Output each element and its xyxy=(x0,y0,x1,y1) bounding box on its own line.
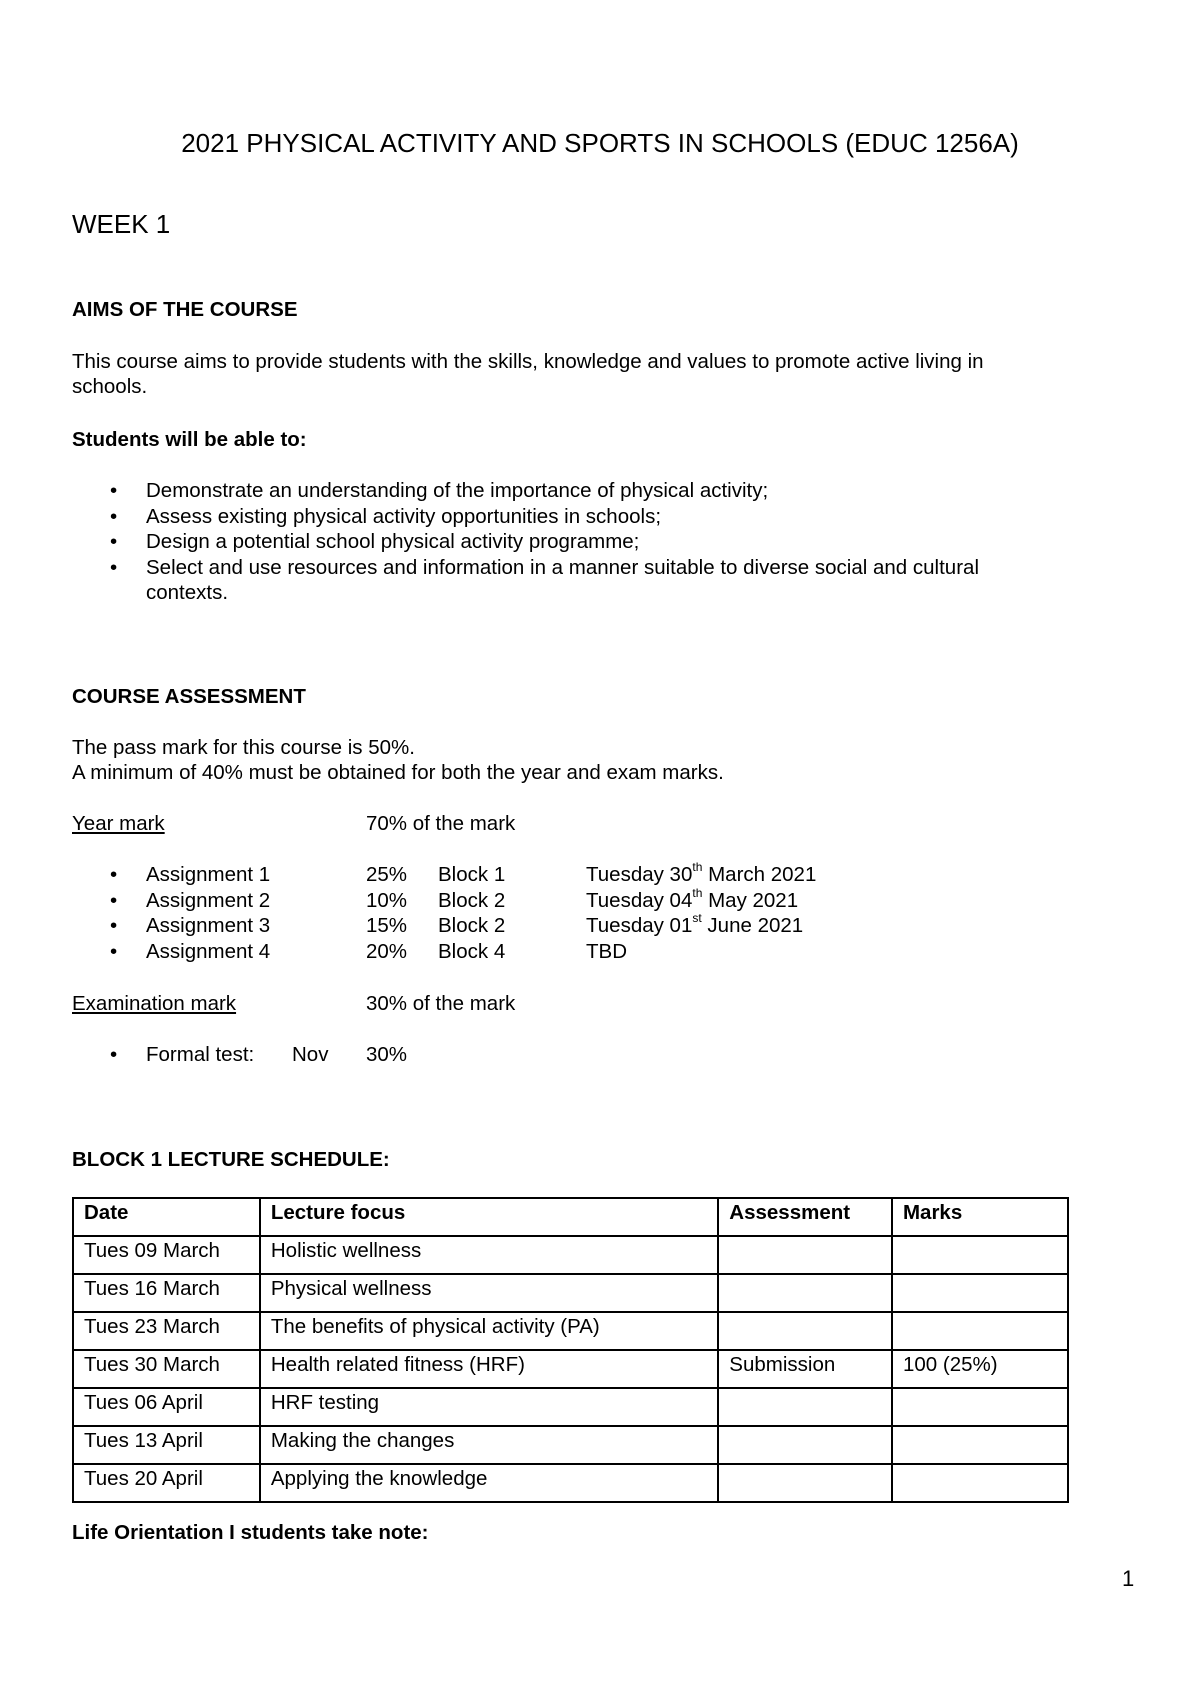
bullet-icon: • xyxy=(110,555,118,579)
cell-marks xyxy=(892,1312,1068,1350)
document-title: 2021 PHYSICAL ACTIVITY AND SPORTS IN SCHOOLS (EDUC 1256A) xyxy=(181,128,1019,158)
table-row xyxy=(73,1388,1068,1426)
column-header-marks: Marks xyxy=(892,1198,1068,1236)
pass-mark-text: The pass mark for this course is 50%. xyxy=(72,736,415,759)
cell-assessment xyxy=(718,1312,892,1350)
cell-date: Tues 09 March xyxy=(73,1236,260,1274)
list-item: • Assess existing physical activity opportunities in schools; xyxy=(110,504,662,528)
cell-assessment xyxy=(718,1236,892,1274)
students-heading: Students will be able to: xyxy=(72,428,307,451)
table-row xyxy=(73,1426,1068,1464)
table-row xyxy=(73,1274,1068,1312)
learning-outcomes-list xyxy=(72,478,1072,606)
bullet-icon: • xyxy=(110,863,118,886)
assignment-row xyxy=(72,885,972,914)
assignment-name: Assignment 4 xyxy=(146,939,271,963)
assignment-weight: 20% xyxy=(366,939,408,963)
bullet-icon: • xyxy=(110,939,118,963)
assignment-row xyxy=(72,913,972,939)
table-header-row xyxy=(73,1198,1068,1236)
column-header-assessment: Assessment xyxy=(718,1198,892,1236)
exam-mark-label: Examination mark xyxy=(72,992,237,1015)
bullet-icon: • xyxy=(110,914,118,937)
assignment-weight: 15% xyxy=(366,914,408,937)
cell-marks xyxy=(892,1274,1068,1312)
cell-marks xyxy=(892,1464,1068,1502)
table-row xyxy=(73,1312,1068,1350)
cell-marks xyxy=(892,1388,1068,1426)
assignment-date: Tuesday 01st June 2021 xyxy=(586,911,804,937)
assignment-block: Block 2 xyxy=(438,888,506,912)
assignment-name: Assignment 1 xyxy=(146,863,271,886)
list-item: • Demonstrate an understanding of the importance of physical activity; xyxy=(110,479,769,502)
cell-marks xyxy=(892,1236,1068,1274)
assignment-block: Block 1 xyxy=(438,863,506,886)
minimum-mark-text: A minimum of 40% must be obtained for both the year and exam marks. xyxy=(72,761,724,784)
bullet-icon: • xyxy=(110,504,118,528)
cell-marks xyxy=(892,1426,1068,1464)
assessment-heading: COURSE ASSESSMENT xyxy=(72,685,306,708)
week-title: WEEK 1 xyxy=(72,209,171,239)
list-item: • Design a potential school physical activity programme; xyxy=(110,530,640,553)
aims-intro-line-2: schools. xyxy=(72,375,148,398)
cell-date: Tues 30 March xyxy=(73,1350,260,1388)
exam-mark-value: 30% of the mark xyxy=(366,992,516,1015)
formal-test-row xyxy=(72,1042,972,1068)
assignment-weight: 10% xyxy=(366,888,408,912)
cell-assessment xyxy=(718,1388,892,1426)
year-mark-value: 70% of the mark xyxy=(366,812,516,835)
cell-lecture-focus: Physical wellness xyxy=(260,1274,718,1312)
lecture-schedule-table xyxy=(72,1197,1069,1503)
year-mark-label: Year mark xyxy=(72,812,165,835)
cell-lecture-focus: The benefits of physical activity (PA) xyxy=(260,1312,718,1350)
page-number: 1 xyxy=(1122,1566,1135,1591)
assignment-name: Assignment 3 xyxy=(146,914,271,937)
bullet-icon: • xyxy=(110,1043,118,1066)
cell-date: Tues 16 March xyxy=(73,1274,260,1312)
cell-date: Tues 20 April xyxy=(73,1464,260,1502)
cell-assessment xyxy=(718,1274,892,1312)
cell-assessment xyxy=(718,1426,892,1464)
cell-lecture-focus: Making the changes xyxy=(260,1426,718,1464)
assignment-date: Tuesday 04th May 2021 xyxy=(586,885,799,912)
aims-heading: AIMS OF THE COURSE xyxy=(72,298,298,321)
cell-assessment xyxy=(718,1464,892,1502)
assignment-date: Tuesday 30th March 2021 xyxy=(586,860,817,886)
cell-date: Tues 06 April xyxy=(73,1388,260,1426)
formal-test-weight: 30% xyxy=(366,1043,408,1066)
assignment-date: TBD xyxy=(586,939,627,963)
cell-lecture-focus: Applying the knowledge xyxy=(260,1464,718,1502)
assignment-row xyxy=(72,939,972,965)
bullet-icon: • xyxy=(110,530,118,553)
assignment-block: Block 2 xyxy=(438,914,506,937)
cell-lecture-focus: Health related fitness (HRF) xyxy=(260,1350,718,1388)
table-row xyxy=(73,1236,1068,1274)
assignment-block: Block 4 xyxy=(438,939,506,963)
bullet-icon: • xyxy=(110,479,118,502)
aims-intro-line-1: This course aims to provide students with the skills, knowledge and values to promote active living in xyxy=(72,350,984,373)
list-item: • Select and use resources and information in a manner suitable to diverse social and cultural contexts. xyxy=(110,555,979,604)
cell-assessment: Submission xyxy=(718,1350,892,1388)
table-row xyxy=(73,1464,1068,1502)
formal-test-label: Formal test: xyxy=(146,1043,255,1066)
assignment-row xyxy=(72,862,972,888)
column-header-date: Date xyxy=(73,1198,260,1236)
cell-marks: 100 (25%) xyxy=(892,1350,1068,1388)
cell-date: Tues 13 April xyxy=(73,1426,260,1464)
column-header-lecture-focus: Lecture focus xyxy=(260,1198,718,1236)
table-row xyxy=(73,1350,1068,1388)
formal-test-list xyxy=(72,1042,972,1068)
assignments-list xyxy=(72,862,972,964)
cell-lecture-focus: HRF testing xyxy=(260,1388,718,1426)
assignment-weight: 25% xyxy=(366,863,408,886)
cell-date: Tues 23 March xyxy=(73,1312,260,1350)
schedule-heading: BLOCK 1 LECTURE SCHEDULE: xyxy=(72,1148,390,1171)
assignment-name: Assignment 2 xyxy=(146,888,271,912)
schedule-note: Life Orientation I students take note: xyxy=(72,1521,429,1544)
bullet-icon: • xyxy=(110,888,118,912)
formal-test-month: Nov xyxy=(292,1043,329,1066)
cell-lecture-focus: Holistic wellness xyxy=(260,1236,718,1274)
